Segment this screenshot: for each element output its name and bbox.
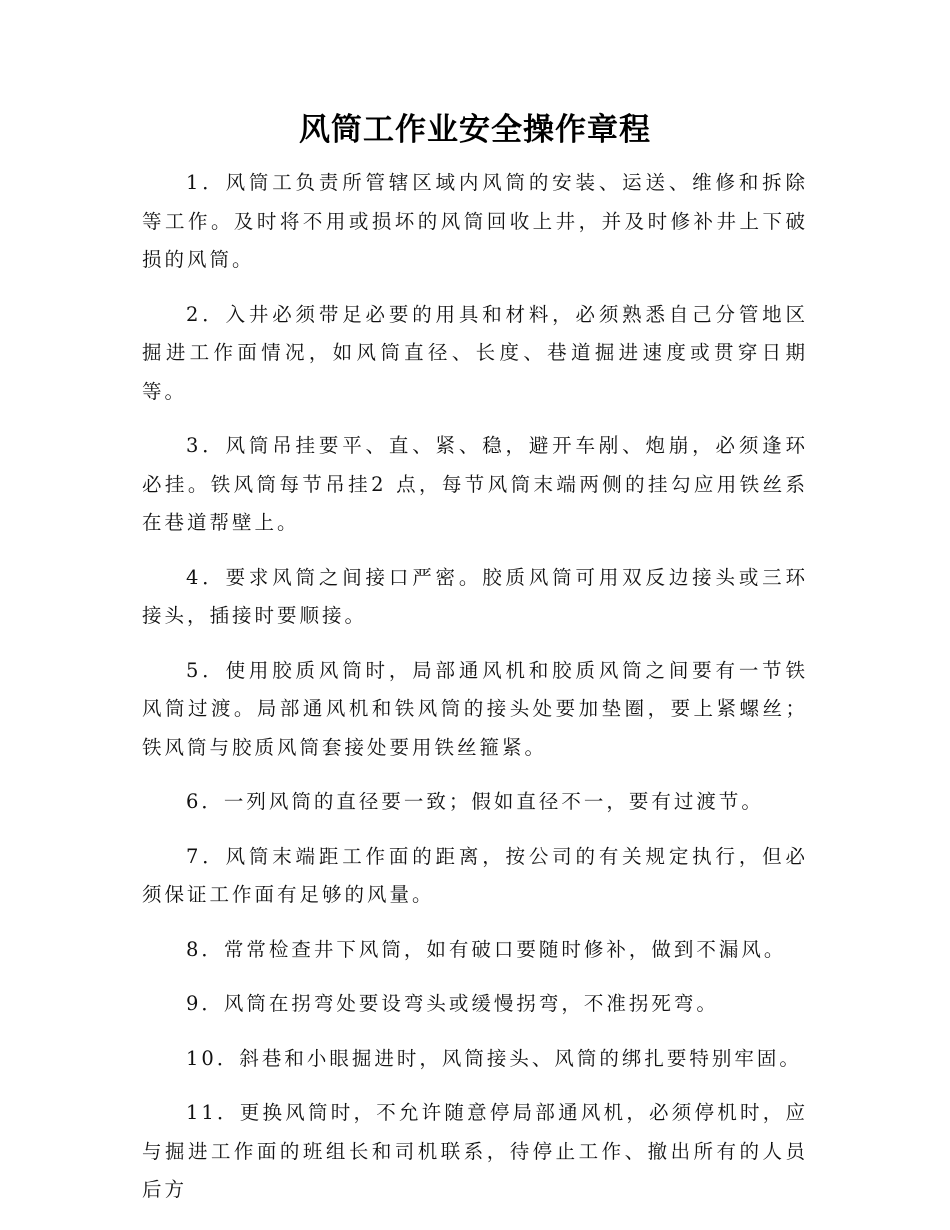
paragraph-10: 10．斜巷和小眼掘进时，风筒接头、风筒的绑扎要特别牢固。 — [186, 1046, 802, 1070]
document-body — [142, 164, 808, 1226]
paragraph-4: 4．要求风筒之间接口严密。胶质风筒可用双反边接头或三环接头，插接时要顺接。 — [142, 565, 808, 627]
paragraph-7: 7．风筒末端距工作面的距离，按公司的有关规定执行，但必须保证工作面有足够的风量。 — [142, 844, 808, 906]
paragraph-6: 6．一列风筒的直径要一致；假如直径不一，要有过渡节。 — [186, 790, 764, 813]
document-title: 风筒工作业安全操作章程 — [299, 112, 651, 148]
paragraph-9: 9．风筒在拐弯处要设弯头或缓慢拐弯，不准拐死弯。 — [186, 992, 719, 1015]
paragraph-11: 11．更换风筒时，不允许随意停局部通风机，必须停机时，应与掘进工作面的班组长和司机联系，待停止工作、撤出所有的人员后方 — [142, 1101, 808, 1201]
paragraph-1: 1．风筒工负责所管辖区域内风筒的安装、运送、维修和拆除等工作。及时将不用或损坏的风筒回收上井，并及时修补井上下破损的风筒。 — [142, 171, 808, 271]
paragraph-5: 5．使用胶质风筒时，局部通风机和胶质风筒之间要有一节铁风筒过渡。局部通风机和铁风筒的接头处要加垫圈，要上紧螺丝；铁风筒与胶质风筒套接处要用铁丝箍紧。 — [142, 658, 808, 759]
paragraph-8: 8．常常检查井下风筒，如有破口要随时修补，做到不漏风。 — [186, 937, 787, 961]
paragraph-3: 3．风筒吊挂要平、直、紧、稳，避开车剐、炮崩，必须逢环必挂。铁风筒每节吊挂2 点，每节风筒末端两侧的挂勾应用铁丝系在巷道帮壁上。 — [142, 434, 808, 534]
paragraph-2: 2．入井必须带足必要的用具和材料，必须熟悉自己分管地区掘进工作面情况，如风筒直径、长度、巷道掘进速度或贯穿日期等。 — [142, 302, 808, 403]
